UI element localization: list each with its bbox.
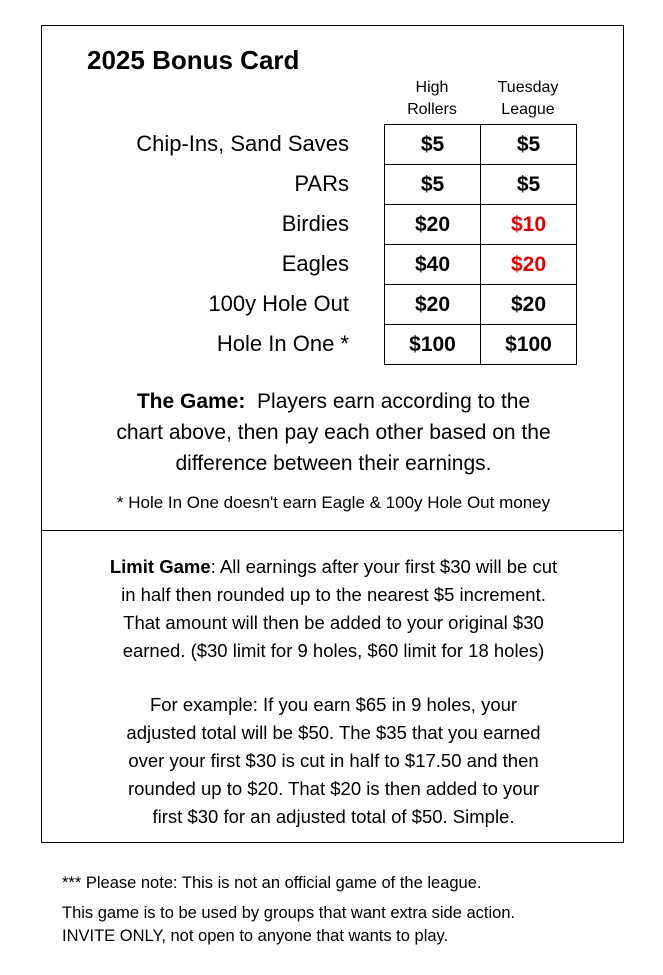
game-line: chart above, then pay each other based on the [116, 421, 551, 444]
example-line: adjusted total will be $50. The $35 that you earned [126, 722, 541, 743]
column-header-line: Rollers [407, 101, 457, 118]
high-rollers-value: $40 [385, 245, 481, 285]
bonus-card [41, 25, 624, 843]
row-label: Chip-Ins, Sand Saves [136, 131, 349, 156]
game-line [42, 386, 625, 417]
example-line: first $30 for an adjusted total of $50. Simple. [152, 806, 515, 827]
high-rollers-value: $20 [385, 285, 481, 325]
table-row [385, 205, 577, 245]
example-line: For example: If you earn $65 in 9 holes, your [149, 694, 518, 715]
row-label: 100y Hole Out [208, 291, 349, 316]
table-row [385, 245, 577, 285]
limit-text: : All earnings after your first $30 will be cut [210, 556, 558, 577]
table-row [385, 285, 577, 325]
column-header-tuesday-league [480, 77, 576, 121]
tuesday-league-value: $100 [481, 325, 577, 365]
limit-line: in half then rounded up to the nearest $5 increment. [121, 584, 546, 605]
row-label: Hole In One * [216, 331, 349, 356]
limit-line [42, 553, 625, 581]
tuesday-league-value-highlighted: $10 [481, 205, 577, 245]
tuesday-league-value: $5 [481, 125, 577, 165]
game-text: Players earn according to the [257, 390, 531, 413]
table-row [385, 125, 577, 165]
tuesday-league-value: $5 [481, 165, 577, 205]
tuesday-league-value: $20 [481, 285, 577, 325]
hole-in-one-footnote: * Hole In One doesn't earn Eagle & 100y Hole Out money [116, 493, 551, 512]
tuesday-league-value-highlighted: $20 [481, 245, 577, 285]
row-label: Birdies [281, 211, 349, 236]
high-rollers-value: $20 [385, 205, 481, 245]
payout-table [384, 124, 577, 365]
limit-heading: Limit Game [109, 556, 211, 577]
example-line: rounded up to $20. That $20 is then added to your [127, 778, 540, 799]
column-header-line: Tuesday [497, 79, 559, 96]
high-rollers-value: $5 [385, 165, 481, 205]
table-row [385, 165, 577, 205]
game-heading: The Game: [136, 390, 246, 413]
footer-line: This game is to be used by groups that want extra side action. [62, 904, 516, 922]
high-rollers-value: $100 [385, 325, 481, 365]
section-divider [42, 530, 623, 531]
game-line: difference between their earnings. [175, 452, 492, 475]
column-header-line: High [415, 79, 449, 96]
row-label: Eagles [281, 251, 349, 276]
footer-line: INVITE ONLY, not open to anyone that wants to play. [62, 927, 449, 945]
card-title: 2025 Bonus Card [87, 45, 300, 75]
high-rollers-value: $5 [385, 125, 481, 165]
footer-disclaimer [62, 902, 515, 948]
footer-note: *** Please note: This is not an official game of the league. [62, 874, 482, 892]
limit-line: That amount will then be added to your original $30 [123, 612, 544, 633]
column-header-line: League [501, 101, 555, 118]
limit-line: earned. ($30 limit for 9 holes, $60 limit for 18 holes) [122, 640, 545, 661]
example-line: over your first $30 is cut in half to $17.50 and then [128, 750, 539, 771]
limit-game-description [42, 553, 625, 665]
row-label: PARs [294, 171, 349, 196]
column-header-high-rollers [384, 77, 480, 121]
game-description [42, 386, 625, 479]
example-description [42, 691, 625, 831]
table-row [385, 325, 577, 365]
